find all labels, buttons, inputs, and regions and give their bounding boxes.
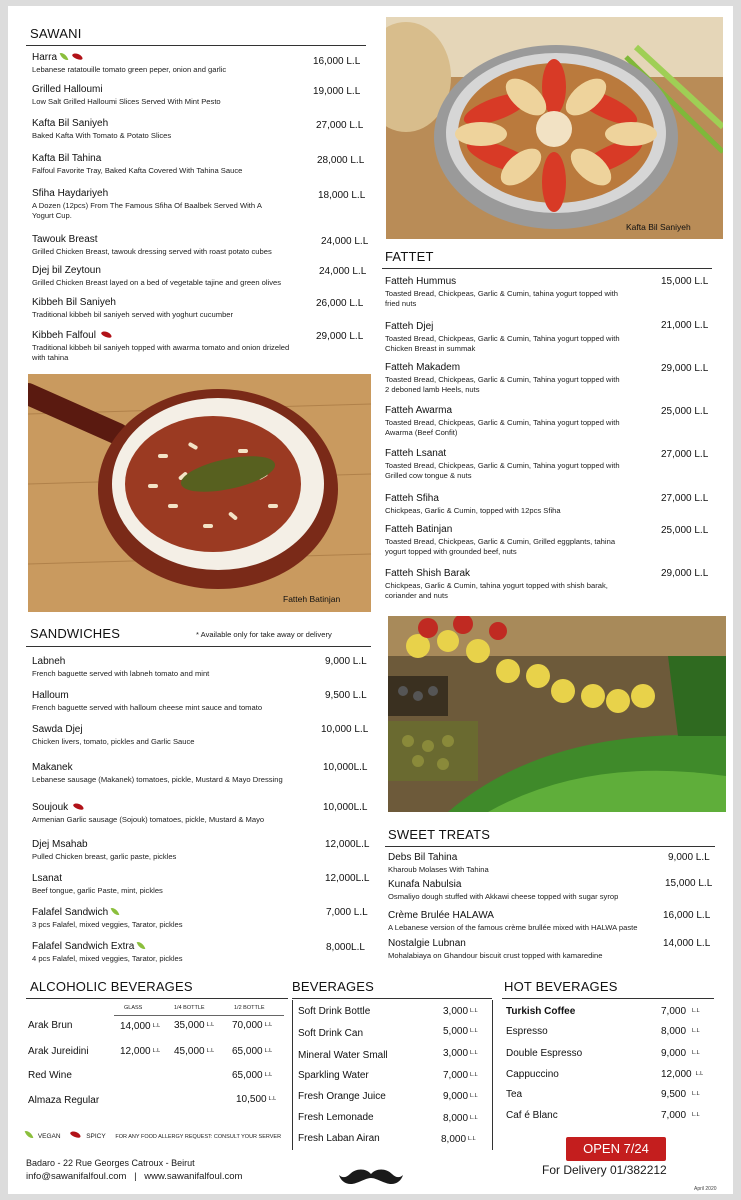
currency: L.L xyxy=(470,1028,478,1034)
drink-price: 8,000 xyxy=(443,1113,469,1124)
divider-vertical xyxy=(292,1000,293,1150)
drink-name: Tea xyxy=(506,1089,523,1100)
item-price: 12,000L.L xyxy=(325,839,370,850)
drink-price: 3,000 xyxy=(443,1048,469,1059)
legend-spicy: SPICY xyxy=(86,1133,106,1140)
vegan-leaf-icon xyxy=(60,51,69,62)
kafta-photo xyxy=(386,17,723,239)
drink-price: 8,000 xyxy=(441,1134,467,1145)
item-price: 19,000 L.L xyxy=(313,86,361,97)
item-price: 10,000L.L xyxy=(323,802,368,813)
drink-name: Fresh Lemonade xyxy=(298,1112,374,1123)
fattet-title: FATTET xyxy=(385,249,434,264)
menu-item xyxy=(385,362,625,395)
delivery-number: For Delivery 01/382212 xyxy=(542,1163,667,1177)
item-name: Crème Brulée HALAWA xyxy=(388,910,494,921)
item-name: Fatteh Sfiha xyxy=(385,493,439,504)
drink-name: Soft Drink Can xyxy=(298,1028,364,1039)
menu-item xyxy=(385,524,630,557)
currency: L.L xyxy=(152,1048,161,1054)
drink-name: Double Espresso xyxy=(506,1048,583,1059)
item-name: Falafel Sandwich Extra xyxy=(32,941,135,952)
drink-price: 9,000 xyxy=(443,1091,469,1102)
item-desc: A Dozen (12pcs) From The Famous Sfiha Of Baalbek Served With A Yogurt Cup. xyxy=(32,201,262,220)
item-price: 14,000 L.L xyxy=(663,938,711,949)
item-name: Nostalgie Lubnan xyxy=(388,938,466,949)
item-desc: Chickpeas, Garlic & Cumin, tahina yogurt topped with shish barak, coriander and nuts xyxy=(385,581,608,600)
divider xyxy=(26,998,288,999)
item-name: Grilled Halloumi xyxy=(32,84,103,95)
divider xyxy=(382,268,712,269)
item-price: 21,000 L.L xyxy=(661,320,709,331)
item-desc: 3 pcs Falafel, mixed veggies, Tarator, pickles xyxy=(32,920,183,929)
menu-item xyxy=(32,153,312,176)
item-desc: Toasted Bread, Chickpeas, Garlic & Cumin, Grilled eggplants, tahina yogurt topped with grounded beef, nuts xyxy=(385,537,616,556)
item-desc: Grilled Chicken Breast layed on a bed of vegetable tajine and green olives xyxy=(32,278,282,287)
currency: L.L xyxy=(692,1091,700,1097)
drink-price: 7,000 xyxy=(661,1110,687,1121)
currency: L.L xyxy=(470,1093,478,1099)
item-name: Debs Bil Tahina xyxy=(388,852,458,863)
legend-vegan: VEGAN xyxy=(37,1133,61,1140)
currency: L.L xyxy=(264,1048,273,1054)
drink-name: Fresh Orange Juice xyxy=(298,1091,386,1102)
item-price: 29,000 L.L xyxy=(661,568,709,579)
item-name: Halloum xyxy=(32,690,69,701)
divider xyxy=(502,998,714,999)
photo-caption: Fatteh Batinjan xyxy=(283,594,341,604)
item-desc: Traditional kibbeh bil saniyeh served with yoghurt cucumber xyxy=(32,310,234,319)
item-desc: Lebanese ratatouille tomato green peper, onion and garlic xyxy=(32,65,227,74)
sandwiches-title: SANDWICHES xyxy=(30,626,121,641)
item-name: Kibbeh Falfoul xyxy=(32,330,96,341)
currency: L.L xyxy=(470,1115,478,1121)
menu-item xyxy=(32,52,322,75)
drink-price: 5,000 xyxy=(443,1026,469,1037)
item-desc: Toasted Bread, Chickpeas, Garlic & Cumin, Tahina yogurt topped with Grilled cow tongue & nuts xyxy=(385,461,620,480)
menu-item xyxy=(32,234,332,257)
divider-vertical xyxy=(492,1000,493,1150)
item-price: 15,000 L.L xyxy=(665,878,713,889)
item-price: 18,000 L.L xyxy=(318,190,366,201)
item-desc: Traditional kibbeh bil saniyeh topped with awarma tomato and onion drizeled with tahina xyxy=(32,343,290,362)
menu-item xyxy=(388,879,688,902)
currency: L.L xyxy=(470,1008,478,1014)
vegan-leaf-icon xyxy=(25,1129,34,1140)
item-desc: Toasted Bread, Chickpeas, Garlic & Cumin, Tahina yogurt topped with 2 deboned lamb Heels, nuts xyxy=(385,375,620,394)
drink-price: 8,000 xyxy=(661,1026,687,1037)
currency: L.L xyxy=(264,1072,273,1078)
menu-item xyxy=(32,907,322,930)
price-glass: 14,000 xyxy=(120,1021,151,1032)
drink-name: Espresso xyxy=(506,1026,548,1037)
drink-name: Red Wine xyxy=(28,1070,72,1081)
price-half: 70,000 xyxy=(232,1020,263,1031)
item-name: Fatteh Shish Barak xyxy=(385,568,471,579)
divider xyxy=(385,846,715,847)
item-name: Fatteh Djej xyxy=(385,321,434,332)
fatteh-batinjan-image xyxy=(28,374,371,612)
item-desc: French baguette served with halloum cheese mint sauce and tomato xyxy=(32,703,263,712)
menu-item xyxy=(388,852,648,875)
menu-item xyxy=(32,265,332,288)
menu-item xyxy=(385,493,625,516)
item-name: Djej bil Zeytoun xyxy=(32,265,101,276)
print-date: April 2020 xyxy=(694,1186,717,1192)
menu-item xyxy=(385,276,625,309)
currency: L.L xyxy=(468,1136,476,1142)
spicy-chili-icon xyxy=(70,1130,82,1139)
menu-item xyxy=(385,405,625,438)
item-name: Fatteh Lsanat xyxy=(385,448,447,459)
spicy-chili-icon xyxy=(100,330,112,339)
drink-price: 9,500 xyxy=(661,1089,687,1100)
item-desc: Osmaliyo dough stuffed with Akkawi cheese topped with sugar syrop xyxy=(388,892,619,901)
menu-item xyxy=(32,690,332,713)
vegan-leaf-icon xyxy=(137,940,146,951)
address: Badaro - 22 Rue Georges Catroux - Beirut xyxy=(26,1158,195,1168)
menu-item xyxy=(388,938,688,961)
drink-price: 7,000 xyxy=(661,1006,687,1017)
item-price: 16,000 L.L xyxy=(663,910,711,921)
item-desc: Mohalabiaya on Ghandour biscuit crust topped with kamaredine xyxy=(388,951,603,960)
item-name: Makanek xyxy=(32,762,73,773)
currency: L.L xyxy=(695,1071,704,1077)
email-link[interactable]: info@sawanifalfoul.com xyxy=(26,1171,127,1182)
menu-item xyxy=(32,297,322,320)
currency: L.L xyxy=(264,1022,273,1028)
item-price: 29,000 L.L xyxy=(316,331,364,342)
item-name: Sfiha Haydariyeh xyxy=(32,188,109,199)
item-desc: Toasted Bread, Chickpeas, Garlic & Cumin, Tahina yogurt topped with Awarma (Beef Confit) xyxy=(385,418,620,437)
item-price: 27,000 L.L xyxy=(661,449,709,460)
item-name: Fatteh Makadem xyxy=(385,362,461,373)
item-price: 26,000 L.L xyxy=(316,298,364,309)
item-desc: Toasted Bread, Chickpeas, Garlic & Cumin, Tahina yogurt topped with Chicken Breast in summak xyxy=(385,334,620,353)
price-half: 10,500 xyxy=(236,1094,267,1105)
item-price: 16,000 L.L xyxy=(313,56,361,67)
item-desc: Low Salt Grilled Halloumi Slices Served With Mint Pesto xyxy=(32,97,221,106)
item-desc: Baked Kafta With Tomato & Potato Slices xyxy=(32,131,172,140)
photo-caption: Kafta Bil Saniyeh xyxy=(626,222,691,232)
drink-price: 9,000 xyxy=(661,1048,687,1059)
item-price: 9,000 L.L xyxy=(325,656,367,667)
item-name: Harra xyxy=(32,52,58,63)
currency: L.L xyxy=(470,1050,478,1056)
item-price: 10,000 L.L xyxy=(321,724,369,735)
item-price: 29,000 L.L xyxy=(661,363,709,374)
alcoholic-title: ALCOHOLIC BEVERAGES xyxy=(30,979,193,994)
legend xyxy=(26,1130,281,1140)
currency: L.L xyxy=(692,1050,700,1056)
item-name: Kafta Bil Saniyeh xyxy=(32,118,109,129)
menu-item xyxy=(32,656,322,679)
vegetables-photo xyxy=(388,616,726,812)
item-desc: Kharoub Molases With Tahina xyxy=(388,865,489,874)
divider xyxy=(292,998,492,999)
item-name: Lsanat xyxy=(32,873,63,884)
currency: L.L xyxy=(692,1008,700,1014)
drink-name: Sparkling Water xyxy=(298,1070,369,1081)
menu-item xyxy=(385,448,625,481)
item-price: 10,000L.L xyxy=(323,762,368,773)
col-header-half: 1/2 BOTTLE xyxy=(234,1005,265,1011)
item-price: 9,500 L.L xyxy=(325,690,367,701)
beverages-title: BEVERAGES xyxy=(292,979,374,994)
menu-item xyxy=(385,568,610,601)
item-name: Sawda Djej xyxy=(32,724,83,735)
sweets-title: SWEET TREATS xyxy=(388,827,491,842)
price-glass: 12,000 xyxy=(120,1046,151,1057)
item-price: 24,000 L.L xyxy=(319,266,367,277)
item-desc: 4 pcs Falafel, mixed veggies, Tarator, pickles xyxy=(32,954,183,963)
spicy-chili-icon xyxy=(73,802,85,811)
item-name: Kafta Bil Tahina xyxy=(32,153,102,164)
item-desc: Chickpeas, Garlic & Cumin, topped with 12pcs Sfiha xyxy=(385,506,561,515)
menu-item xyxy=(32,188,277,221)
currency: L.L xyxy=(268,1096,277,1102)
item-desc: A Lebanese version of the famous crème brullée mixed with HALWA paste xyxy=(388,923,638,932)
price-quarter: 35,000 xyxy=(174,1020,205,1031)
drink-price: 7,000 xyxy=(443,1070,469,1081)
menu-item xyxy=(32,84,312,107)
item-name: Tawouk Breast xyxy=(32,234,98,245)
item-desc: French baguette served with labneh tomato and mint xyxy=(32,669,210,678)
price-half: 65,000 xyxy=(232,1070,263,1081)
menu-item xyxy=(32,118,312,141)
allergy-note: FOR ANY FOOD ALLERGY REQUEST: CONSULT YOUR SERVER xyxy=(115,1134,282,1140)
item-price: 25,000 L.L xyxy=(661,406,709,417)
menu-item xyxy=(32,839,322,862)
price-quarter: 45,000 xyxy=(174,1046,205,1057)
open-badge: OPEN 7/24 xyxy=(566,1137,666,1161)
item-price: 27,000 L.L xyxy=(661,493,709,504)
col-header-quarter: 1/4 BOTTLE xyxy=(174,1005,205,1011)
drink-name: Almaza Regular xyxy=(28,1095,100,1106)
separator: | xyxy=(134,1171,137,1182)
item-name: Soujouk xyxy=(32,802,69,813)
item-desc: Grilled Chicken Breast, tawouk dressing served with roast potato cubes xyxy=(32,247,272,256)
item-desc: Pulled Chicken breast, garlic paste, pickles xyxy=(32,852,177,861)
drink-name: Mineral Water Small xyxy=(298,1050,388,1061)
menu-item xyxy=(32,330,292,363)
currency: L.L xyxy=(692,1112,700,1118)
item-name: Djej Msahab xyxy=(32,839,88,850)
menu-item xyxy=(385,321,625,354)
item-name: Kunafa Nabulsia xyxy=(388,879,462,890)
drink-name: Caf é Blanc xyxy=(506,1110,558,1121)
drink-price: 3,000 xyxy=(443,1006,469,1017)
item-desc: Armenian Garlic sausage (Sojouk) tomatoes, pickle, Mustard & Mayo xyxy=(32,815,265,824)
header-divider xyxy=(114,1015,284,1016)
website-link[interactable]: www.sawanifalfoul.com xyxy=(144,1171,243,1182)
item-price: 27,000 L.L xyxy=(316,120,364,131)
divider xyxy=(26,646,371,647)
item-name: Fatteh Hummus xyxy=(385,276,457,287)
price-half: 65,000 xyxy=(232,1046,263,1057)
menu-item xyxy=(32,724,322,747)
item-price: 9,000 L.L xyxy=(668,852,710,863)
item-price: 25,000 L.L xyxy=(661,525,709,536)
menu-item xyxy=(32,802,332,825)
drink-name: Cappuccino xyxy=(506,1069,559,1080)
menu-item xyxy=(32,873,322,896)
item-desc: Beef tongue, garlic Paste, mint, pickles xyxy=(32,886,163,895)
item-desc: Lebanese sausage (Makanek) tomatoes, pickle, Mustard & Mayo Dressing xyxy=(32,775,283,784)
item-desc: Falfoul Favorite Tray, Baked Kafta Covered With Tahina Sauce xyxy=(32,166,243,175)
item-name: Fatteh Batinjan xyxy=(385,524,453,535)
divider xyxy=(26,45,366,46)
sawani-title: SAWANI xyxy=(30,26,82,41)
item-price: 28,000 L.L xyxy=(317,155,365,166)
menu-item xyxy=(32,941,322,964)
currency: L.L xyxy=(470,1072,478,1078)
item-name: Labneh xyxy=(32,656,66,667)
sandwiches-note: * Available only for take away or delivery xyxy=(196,630,332,639)
menu-item xyxy=(388,910,688,933)
vegetable-display-image xyxy=(388,616,726,812)
item-name: Kibbeh Bil Saniyeh xyxy=(32,297,116,308)
currency: L.L xyxy=(206,1022,215,1028)
drink-name: Soft Drink Bottle xyxy=(298,1006,371,1017)
currency: L.L xyxy=(692,1028,700,1034)
item-price: 7,000 L.L xyxy=(326,907,368,918)
currency: L.L xyxy=(152,1023,161,1029)
item-name: Falafel Sandwich xyxy=(32,907,109,918)
drink-name: Turkish Coffee xyxy=(506,1006,576,1017)
kafta-tray-image xyxy=(386,17,723,239)
col-header-glass: GLASS xyxy=(124,1005,143,1011)
drink-name: Arak Brun xyxy=(28,1020,73,1031)
item-price: 12,000L.L xyxy=(325,873,370,884)
currency: L.L xyxy=(206,1048,215,1054)
menu-page xyxy=(8,6,733,1194)
drink-name: Arak Jureidini xyxy=(28,1046,89,1057)
item-desc: Toasted Bread, Chickpeas, Garlic & Cumin, tahina yogurt topped with fried nuts xyxy=(385,289,618,308)
drink-name: Fresh Laban Airan xyxy=(298,1133,380,1144)
item-price: 15,000 L.L xyxy=(661,276,709,287)
item-name: Fatteh Awarma xyxy=(385,405,453,416)
drink-price: 12,000 xyxy=(661,1069,692,1080)
item-desc: Chicken livers, tomato, pickles and Garlic Sauce xyxy=(32,737,195,746)
fatteh-photo xyxy=(28,374,371,612)
spicy-chili-icon xyxy=(71,52,83,61)
hot-beverages-title: HOT BEVERAGES xyxy=(504,979,618,994)
mustache-logo-icon xyxy=(338,1166,404,1188)
menu-item xyxy=(32,762,332,785)
item-price: 8,000L.L xyxy=(326,942,365,953)
vegan-leaf-icon xyxy=(111,906,120,917)
item-price: 24,000 L.L xyxy=(321,236,369,247)
contact-line xyxy=(26,1171,242,1182)
